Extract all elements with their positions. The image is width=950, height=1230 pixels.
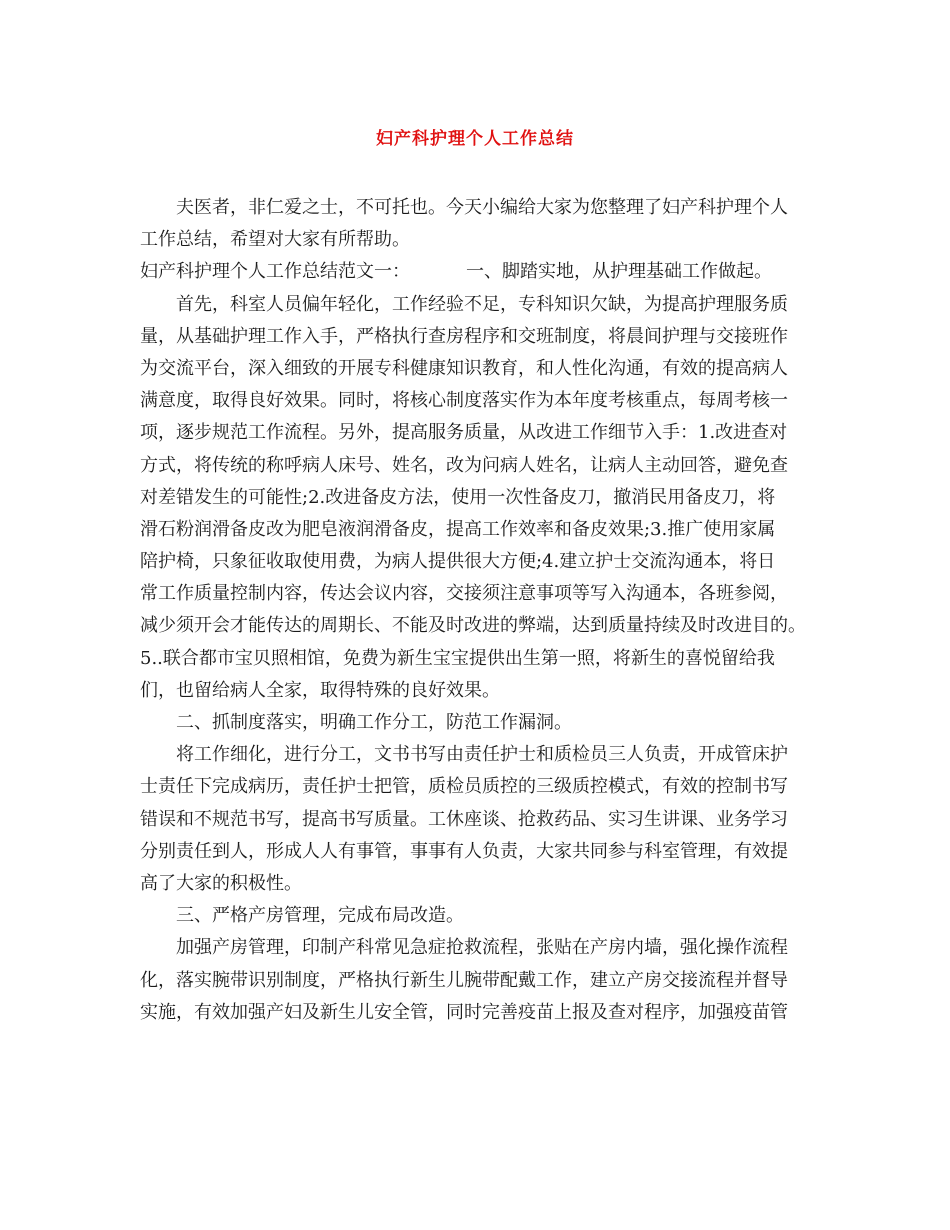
- paragraph-line: 量，从基础护理工作入手，严格执行查房程序和交班制度，将晨间护理与交接班作: [140, 325, 788, 347]
- paragraph-line: 对差错发生的可能性;2.改进备皮方法，使用一次性备皮刀，撤消民用备皮刀，将: [140, 486, 776, 508]
- paragraph-line: 们，也留给病人全家，取得特殊的良好效果。: [140, 679, 500, 701]
- paragraph-line: 为交流平台，深入细致的开展专科健康知识教育，和人性化沟通，有效的提高病人: [140, 357, 788, 379]
- paragraph-line: 分别责任到人，形成人人有事管，事事有人负责，大家共同参与科室管理，有效提: [140, 840, 788, 862]
- section-heading: 妇产科护理个人工作总结范文一：: [140, 261, 410, 283]
- paragraph-line: 首先，科室人员偏年轻化，工作经验不足，专科知识欠缺，为提高护理服务质: [176, 293, 788, 315]
- paragraph-line: 夫医者，非仁爱之士，不可托也。今天小编给大家为您整理了妇产科护理个人: [176, 197, 788, 218]
- paragraph-line: 滑石粉润滑备皮改为肥皂液润滑备皮，提高工作效率和备皮效果;3.推广使用家属: [140, 518, 776, 540]
- paragraph-line: 方式，将传统的称呼病人床号、姓名，改为问病人姓名，让病人主动回答，避免查: [140, 454, 788, 476]
- paragraph-line: 错误和不规范书写，提高书写质量。工休座谈、抢救药品、实习生讲课、业务学习: [140, 808, 788, 830]
- paragraph-line: 项，逐步规范工作流程。另外，提高服务质量，从改进工作细节入手：1.改进查对: [140, 422, 788, 444]
- paragraph-line: 满意度，取得良好效果。同时，将核心制度落实作为本年度考核重点，每周考核一: [140, 390, 788, 412]
- paragraph-line: 高了大家的积极性。: [140, 872, 302, 894]
- paragraph-line: 化，落实腕带识别制度，严格执行新生儿腕带配戴工作，建立产房交接流程并督导: [140, 969, 788, 991]
- paragraph-line: [140, 256, 808, 288]
- paragraph-line: 5..联合都市宝贝照相馆，免费为新生宝宝提供出生第一照，将新生的喜悦留给我: [140, 647, 775, 669]
- paragraph-line: 减少须开会才能传达的周期长、不能及时改进的弊端，达到质量持续及时改进目的。: [140, 615, 806, 637]
- section-heading: 一、脚踏实地，从护理基础工作做起。: [466, 261, 772, 283]
- paragraph-line: 工作总结，希望对大家有所帮助。: [140, 229, 410, 251]
- paragraph-line: 加强产房管理，印制产科常见急症抢救流程，张贴在产房内墙，强化操作流程: [176, 937, 788, 959]
- paragraph-line: 常工作质量控制内容，传达会议内容，交接须注意事项等写入沟通本，各班参阅，: [140, 583, 788, 605]
- section-heading: 三、严格产房管理，完成布局改造。: [176, 905, 464, 927]
- document-title: 妇产科护理个人工作总结: [376, 129, 574, 149]
- paragraph-line: 将工作细化，进行分工，文书书写由责任护士和质检员三人负责，开成管床护: [176, 744, 788, 766]
- paragraph-line: 士责任下完成病历，责任护士把管，质检员质控的三级质控模式，有效的控制书写: [140, 776, 788, 798]
- paragraph-line: 实施，有效加强产妇及新生儿安全管，同时完善疫苗上报及查对程序，加强疫苗管: [140, 1001, 788, 1023]
- paragraph-line: 陪护椅，只象征收取使用费，为病人提供很大方便;4.建立护士交流沟通本，将日: [140, 551, 776, 573]
- section-heading: 二、抓制度落实，明确工作分工，防范工作漏洞。: [176, 712, 572, 733]
- document-body: [140, 192, 808, 1029]
